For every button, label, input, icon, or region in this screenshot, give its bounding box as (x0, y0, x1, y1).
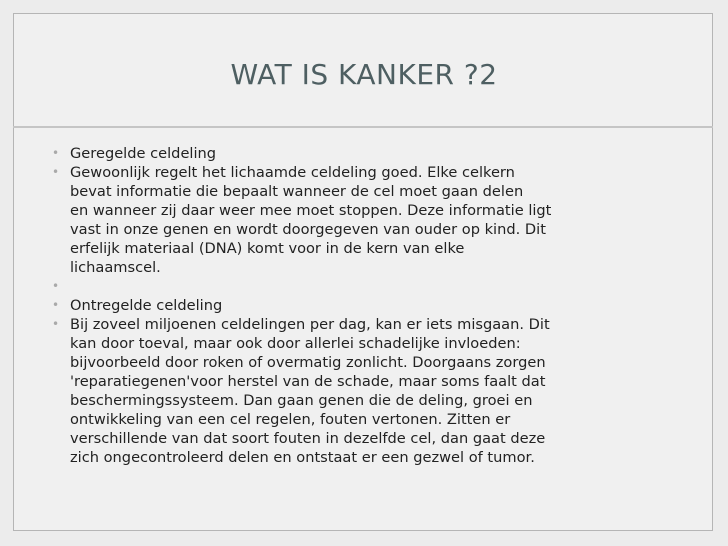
bullet-icon: • (52, 165, 60, 179)
bullet-text-line: beschermingssysteem. Dan gaan genen die de deling, groei en (70, 392, 533, 409)
bullet-text-line: ontwikkeling van een cel regelen, fouten vertonen. Zitten er (70, 411, 511, 428)
bullet-text-line: bevat informatie die bepaalt wanneer de cel moet gaan delen (70, 183, 524, 200)
bullet-text-line: lichaamscel. (70, 259, 161, 276)
bullet-text-line: vast in onze genen en wordt doorgegeven van ouder op kind. Dit (70, 221, 546, 238)
title-divider (13, 126, 713, 128)
bullet-text-line: erfelijk materiaal (DNA) komt voor in de kern van elke (70, 240, 465, 257)
bullet-list (50, 144, 695, 467)
bullet-text-line: kan door toeval, maar ook door allerlei schadelijke invloeden: (70, 335, 521, 352)
bullet-text: Ontregelde celdeling (70, 297, 223, 314)
bullet-item-empty (50, 277, 695, 296)
bullet-text-line: 'reparatiegenen'voor herstel van de schade, maar soms faalt dat (70, 373, 546, 390)
bullet-text-line: Gewoonlijk regelt het lichaamde celdeling goed. Elke celkern (70, 164, 515, 181)
bullet-item-ontregelde (50, 296, 695, 315)
bullet-text-line: Bij zoveel miljoenen celdelingen per dag, kan er iets misgaan. Dit (70, 316, 550, 333)
bullet-item-bij-zoveel (50, 315, 695, 467)
bullet-icon: • (52, 298, 60, 312)
bullet-icon: • (52, 146, 60, 160)
bullet-text: Geregelde celdeling (70, 145, 217, 162)
bullet-item-geregelde (50, 144, 695, 163)
bullet-text-line: zich ongecontroleerd delen en ontstaat er een gezwel of tumor. (70, 449, 535, 466)
slide-title: WAT IS KANKER ?2 (230, 58, 498, 91)
bullet-icon: • (52, 317, 60, 331)
bullet-text-line: verschillende van dat soort fouten in dezelfde cel, dan gaat deze (70, 430, 546, 447)
bullet-item-gewoonlijk (50, 163, 695, 277)
bullet-icon: • (52, 279, 60, 293)
bullet-text-line: en wanneer zij daar weer mee moet stoppen. Deze informatie ligt (70, 202, 552, 219)
bullet-text-line: bijvoorbeeld door roken of overmatig zonlicht. Doorgaans zorgen (70, 354, 546, 371)
